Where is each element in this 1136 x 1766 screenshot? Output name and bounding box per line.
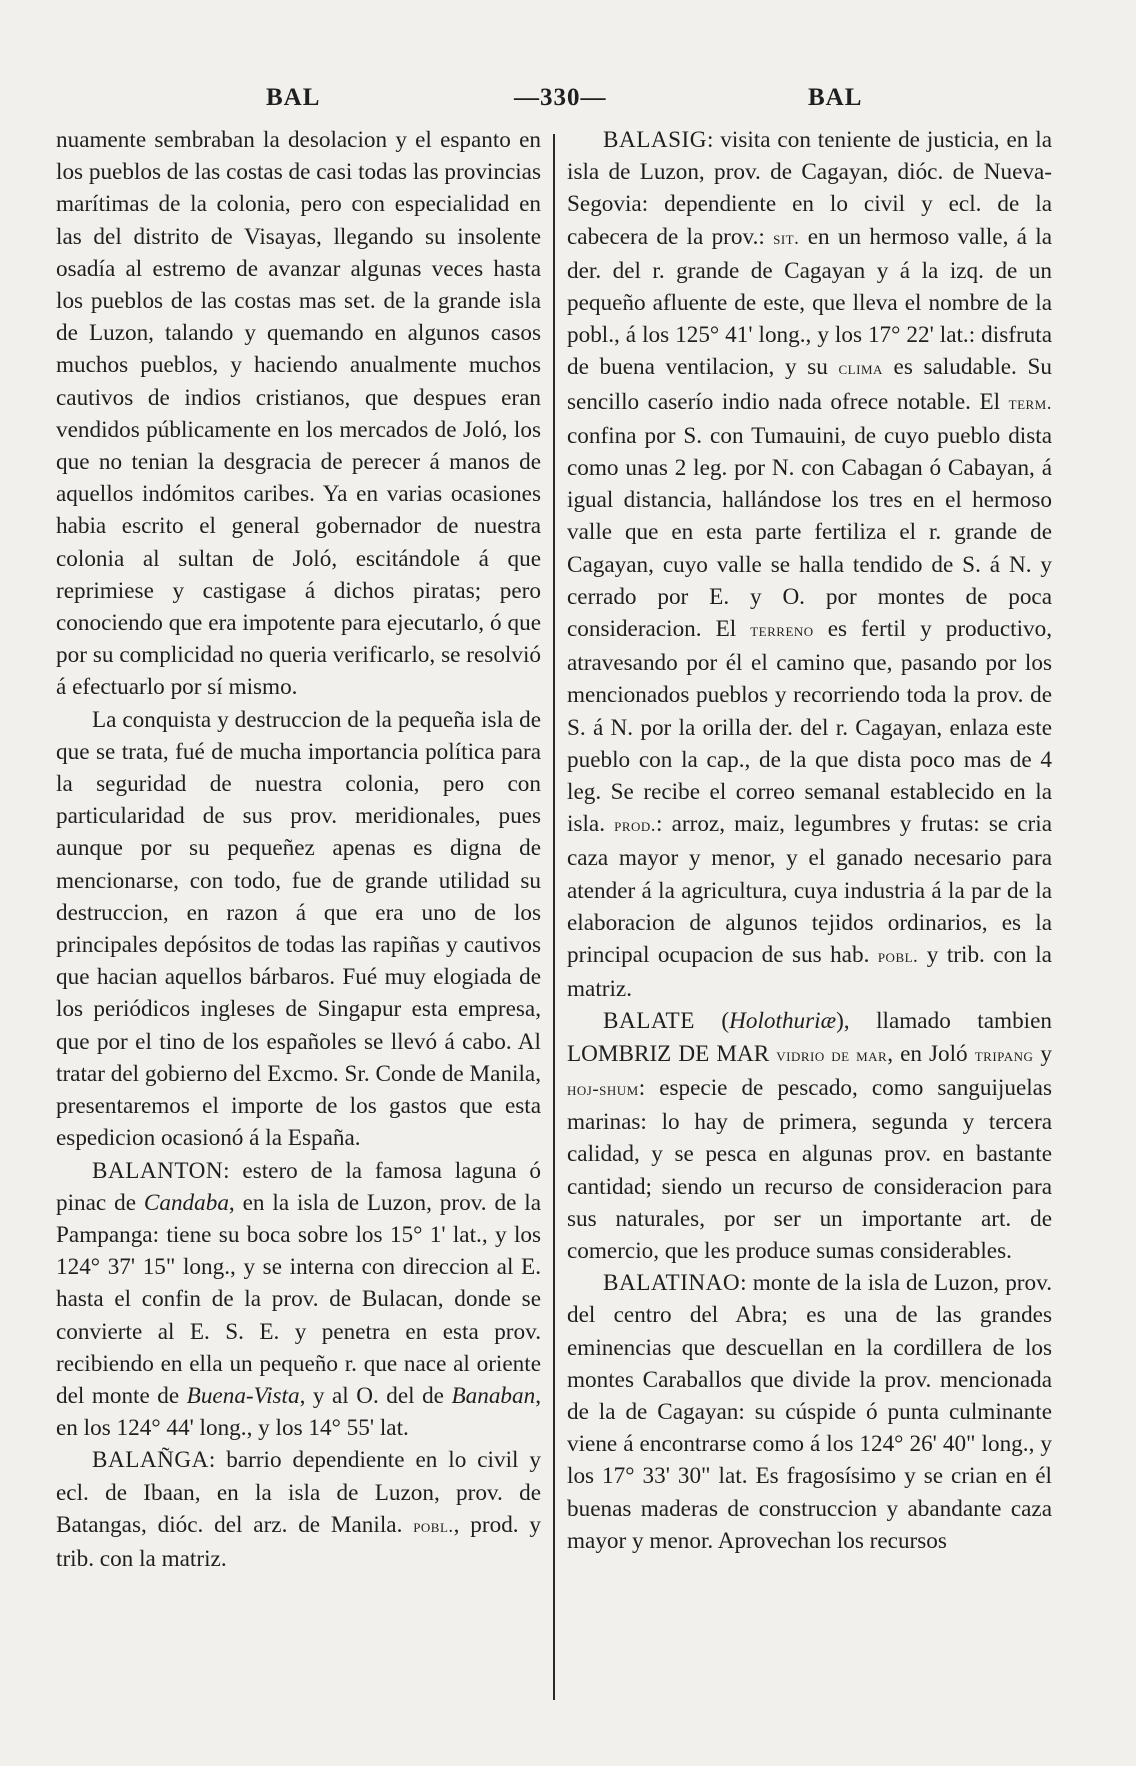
header-right-keyword: BAL <box>808 84 863 111</box>
page-number: —330— <box>514 84 607 111</box>
conquest-paragraph: La conquista y destruccion de la pequeña isla de que se trata, fué de mucha importancia política para la seguridad de nuestra colonia, pero con particularidad de sus prov. meridionales, pues aunque por su pequeñez apenas es digna de mencionarse, con todo, fue de grande utilidad su destruccion, en razon á que era uno de los principales depósitos de todas las rapiñas y cautivos que hacian aquellos bárbaros. Fué muy elogiada de los periódicos ingleses de Singapur esta empresa, que por el tino de los españoles se llevó á cabo. Al tratar del gobierno del Excmo. Sr. Conde de Manila, presentaremos el importe de los gastos que esta espedicion ocasionó á la España. <box>56 706 541 1152</box>
headword-balanton: BALANTON <box>92 1157 224 1184</box>
page-header <box>0 84 1136 114</box>
headword-balasig: BALASIG <box>603 127 707 153</box>
headword-balate: BALATE <box>603 1008 695 1035</box>
entry-balanga: BALAÑGA: barrio dependiente en lo civil y ecl. de Ibaan, en la isla de Luzon, prov. de Batangas, dióc. del arz. de Manila. pobl., prod. y trib. con la matriz. <box>56 1447 541 1572</box>
left-column <box>56 124 541 1575</box>
entry-balanton: BALANTON: estero de la famosa laguna ó pinac de Candaba, en la isla de Luzon, prov. de la Pampanga: tiene su boca sobre los 15° 1' lat., y los 124° 37' 15" long., y se interna con direccion al E. hasta el confin de la prov. de Bulacan, donde se convierte al E. S. E. y penetra en esta prov. recibiendo en ella un pequeño r. que nace al oriente del monte de Buena-Vista, y al O. del de Banaban, en los 124° 44' long., y los 14° 55' lat. <box>56 1157 541 1442</box>
continued-paragraph: nuamente sembraban la desolacion y el espanto en los pueblos de las costas de casi todas las provincias marítimas de la colonia, pero con especialidad en las del distrito de Visayas, llegando su insolente osadía al estremo de avanzar algunas veces hasta los pueblos de las costas mas set. de la grande isla de Luzon, talando y quemando en algunos casos muchos pueblos, y haciendo anualmente muchos cautivos de indios cristianos, que despues eran vendidos públicamente en los mercados de Joló, los que no tenian la desgracia de perecer á manos de aquellos indómitos caribes. Ya en varias ocasiones habia escrito el general gobernador de nuestra colonia al sultan de Joló, escitándole á que reprimiese y castigase á dichos piratas; pero conociendo que era impotente para ejecutarlo, ó que por su complicidad no queria verificarlo, se resolvió á efectuarlo por sí mismo. <box>56 127 541 701</box>
header-left-keyword: BAL <box>266 84 321 111</box>
right-column <box>567 124 1052 1557</box>
headword-balatinao: BALATINAO <box>603 1270 741 1297</box>
entry-balatinao: BALATINAO: monte de la isla de Luzon, prov. del centro del Abra; es una de las grandes eminencias que descuellan en la cordillera de los montes Caraballos que divide la prov. mencionada de la de Cagayan: su cúspide ó punta culminante viene á encontrarse como á los 124° 26' 40" long., y los 17° 33' 30" lat. Es fragosísimo y se crian en él buenas maderas de construccion y abandante caza mayor y menor. Aprovechan los recursos <box>567 1270 1052 1554</box>
headword-balanga: BALAÑGA <box>92 1447 209 1474</box>
entry-balasig: BALASIG: visita con teniente de justicia, en la isla de Luzon, prov. de Cagayan, dióc. de Nueva-Segovia: dependiente en lo civil y ecl. de la cabecera de la prov.: sit. en un hermoso valle, á la der. del r. grande de Cagayan y á la izq. de un pequeño afluente de este, que lleva el nombre de la pobl., á los 125° 41' long., y los 17° 22' lat.: disfruta de buena ventilacion, y su clima es saludable. Su sencillo caserío indio nada ofrece notable. El term. confina por S. con Tumauini, de cuyo pueblo dista como unas 2 leg. por N. con Cabagan ó Cabayan, á igual distancia, hallándose los tres en el hermoso valle que en esta parte fertiliza el r. grande de Cagayan, cuyo valle se halla tendido de S. á N. y cerrado por E. y O. por montes de poca consideracion. El terreno es fertil y productivo, atravesando por él el camino que, pasando por los mencionados pueblos y recorriendo toda la prov. de S. á N. por la orilla der. del r. Cagayan, enlaza este pueblo con la cap., de la que dista poco mas de 4 leg. Se recibe el correo semanal establecido en la isla. prod.: arroz, maiz, legumbres y frutas: se cria caza mayor y menor, y el ganado necesario para atender á la agricultura, cuya industria á la par de la elaboracion de algunos tejidos ordinarios, es la principal ocupacion de sus hab. pobl. y trib. con la matriz. <box>567 127 1053 1003</box>
column-divider <box>553 134 555 1700</box>
entry-balate: BALATE (Holothuriæ), llamado tambien LOMBRIZ DE MAR vidrio de mar, en Joló tripang y hoj-shum: especie de pescado, como sanguijuelas marinas: lo hay de primera, segunda y tercera calidad, y se pesca en algunas prov. en bastante cantidad; siendo un recurso de consideracion para sus naturales, por ser un importante art. de comercio, que les produce sumas considerables. <box>567 1008 1053 1264</box>
